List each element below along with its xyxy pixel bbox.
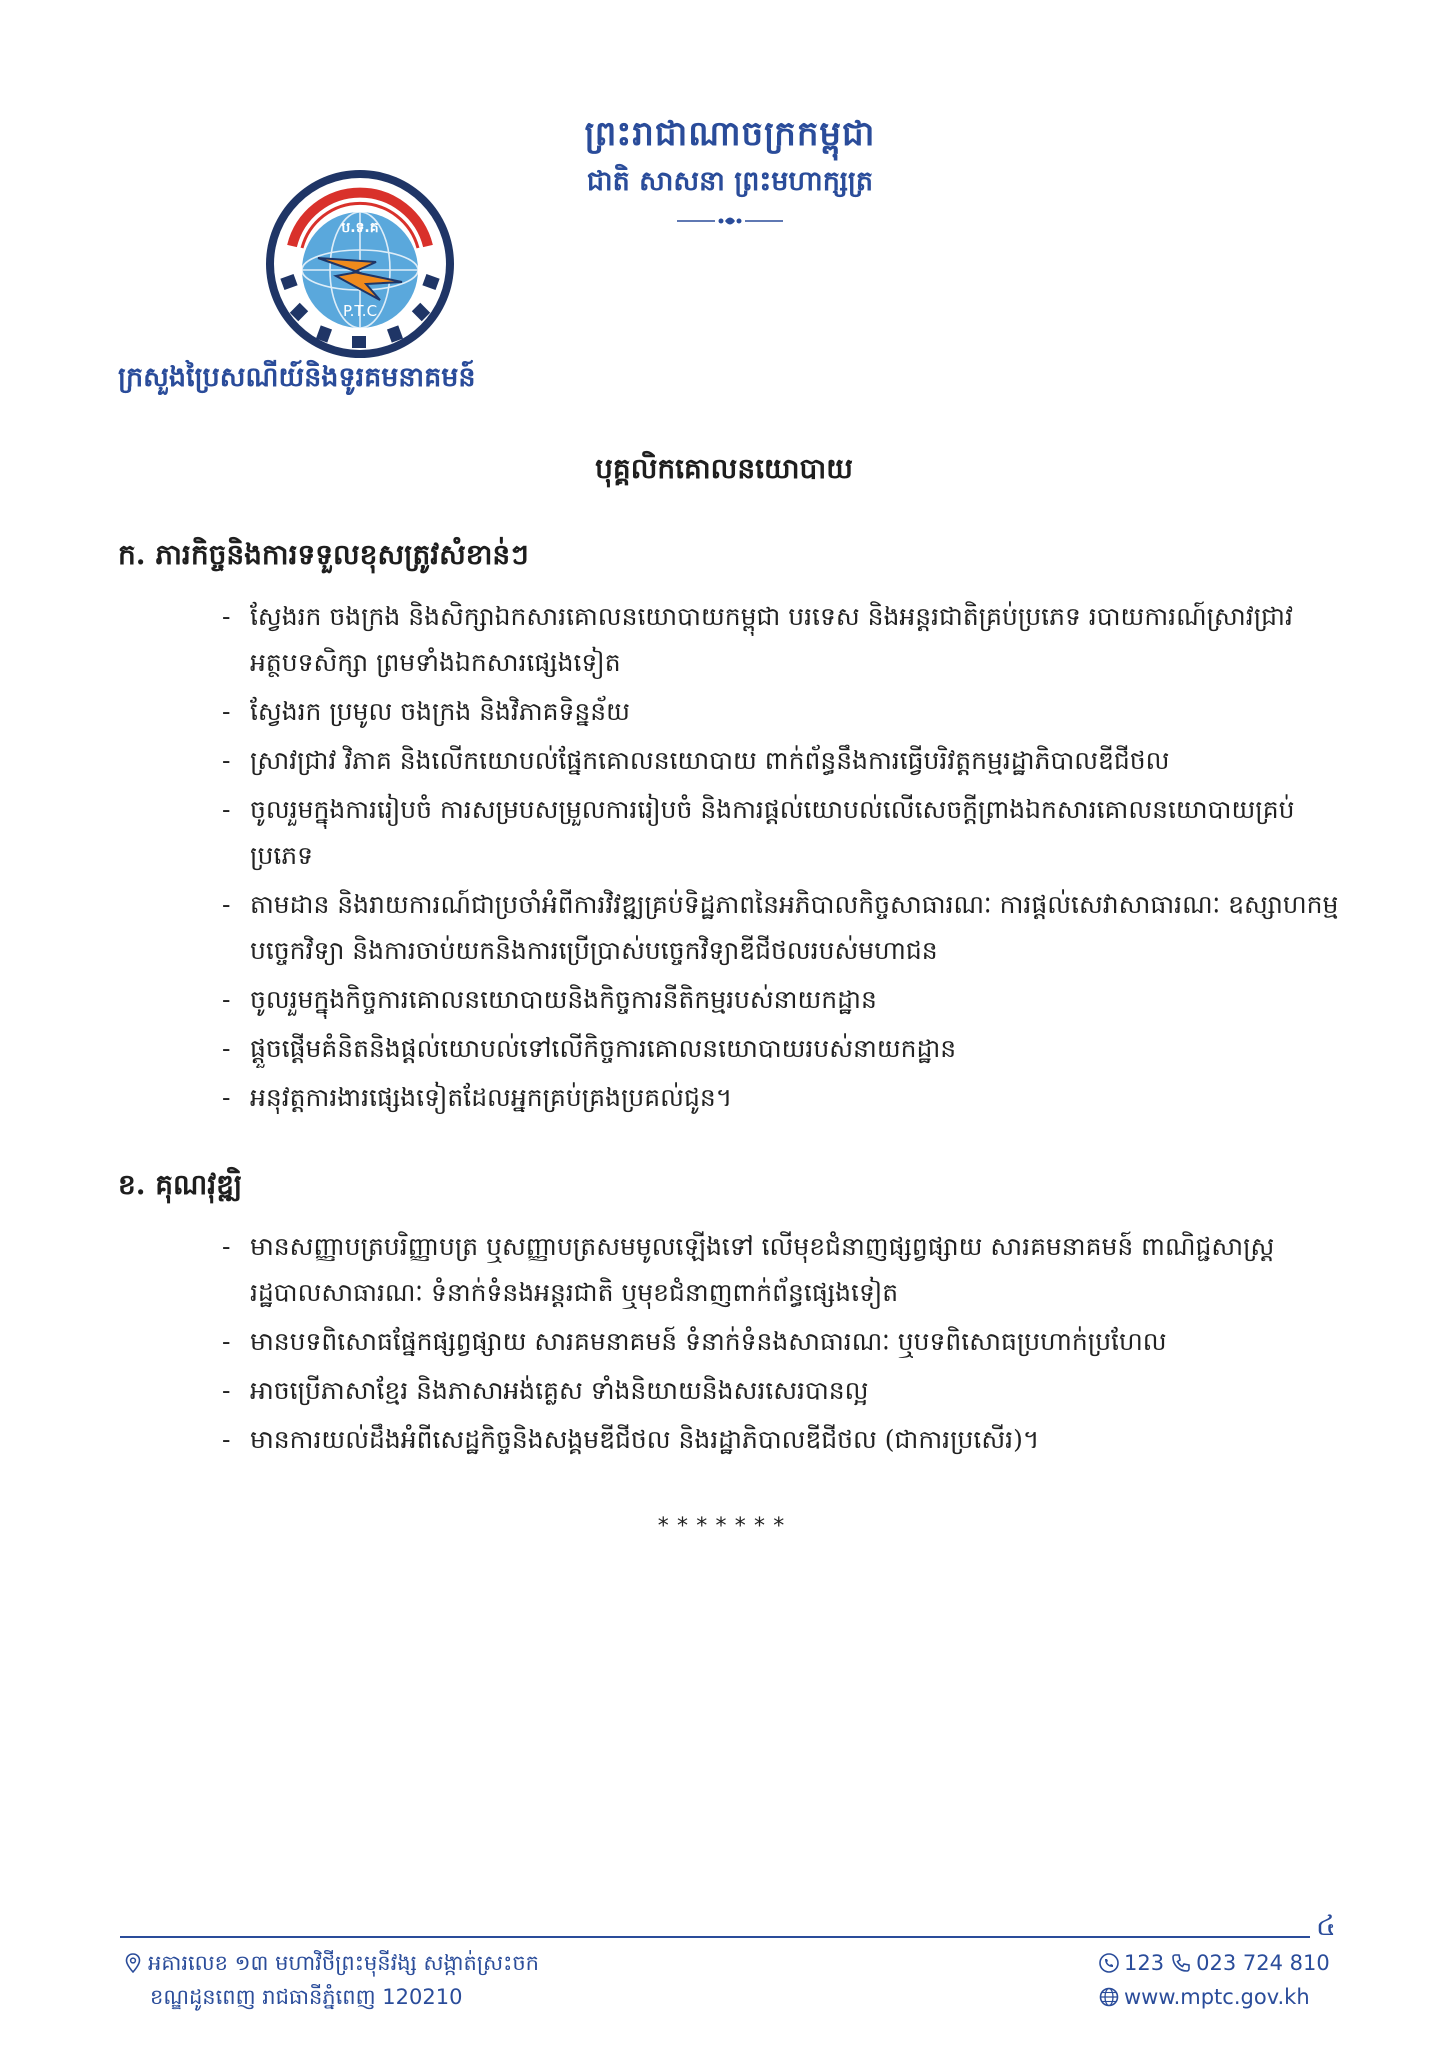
list-item-text: ស្វែងរក ចងក្រង និងសិក្សាឯកសារគោលនយោបាយកម្ពុជា បរទេស និងអន្តរជាតិគ្រប់ប្រភេទ របាយការណ៍ស្រាវជ្រាវ អត្ថបទសិក្សា ព្រមទាំងឯកសារផ្សេងទៀត: [250, 602, 1293, 677]
kingdom-motto-block: [470, 108, 990, 228]
ornament-divider-icon: [675, 214, 785, 228]
location-pin-icon: [122, 1952, 144, 1974]
section-a-list: [222, 594, 1342, 1124]
list-item-text: ផ្តួចផ្តើមគំនិតនិងផ្តល់យោបល់ទៅលើកិច្ចការគោលនយោបាយរបស់នាយកដ្ឋាន: [250, 1034, 957, 1063]
list-item: - មានការយល់ដឹងអំពីសេដ្ឋកិច្ចនិងសង្គមឌីជីថល និងរដ្ឋាភិបាលឌីជីថល (ជាការប្រសើរ)។: [222, 1425, 1040, 1454]
logo-bottom-text: P.T.C: [342, 302, 378, 320]
address-line-1: អគារលេខ ១៣ មហាវិថីព្រះមុនីវង្ស សង្កាត់ស្រះចក: [148, 1951, 540, 1975]
end-separator: *******: [656, 1514, 792, 1539]
document-title: បុគ្គលិកគោលនយោបាយ: [595, 452, 853, 485]
list-item-text: ចូលរួមក្នុងកិច្ចការគោលនយោបាយនិងកិច្ចការនីតិកម្មរបស់នាយកដ្ឋាន: [250, 985, 877, 1014]
list-item: - ស្វែងរក ចងក្រង និងសិក្សាឯកសារគោលនយោបាយកម្ពុជា បរទេស និងអន្តរជាតិគ្រប់ប្រភេទ របាយការណ៍ស្រាវជ្រាវ អត្ថបទសិក្សា ព្រមទាំងឯកសារផ្សេងទៀត: [222, 602, 1293, 677]
list-item: - មានបទពិសោធផ្នែកផ្សព្វផ្សាយ សារគមនាគមន៍ ទំនាក់ទំនងសាធារណៈ ឬបទពិសោធប្រហាក់ប្រហែល: [222, 1327, 1167, 1356]
page-number: ៤: [1316, 1909, 1336, 1942]
hotline-number[interactable]: 123: [1124, 1951, 1165, 1975]
list-item-text: ចូលរួមក្នុងការរៀបចំ ការសម្របសម្រួលការរៀបចំ និងការផ្តល់យោបល់លើសេចក្តីព្រាងឯកសារគោលនយោបាយគ្រប់ប្រភេទ: [250, 795, 1295, 870]
list-item-text: អនុវត្តការងារផ្សេងទៀតដែលអ្នកគ្រប់គ្រងប្រគល់ជូន។: [250, 1083, 733, 1112]
phone-support-icon: [1098, 1952, 1120, 1974]
phone-number[interactable]: 023 724 810: [1196, 1951, 1330, 1975]
section-b-heading: ខ. គុណវុឌ្ឍិ: [118, 1168, 243, 1201]
list-item-text: មានបទពិសោធផ្នែកផ្សព្វផ្សាយ សារគមនាគមន៍ ទំនាក់ទំនងសាធារណៈ ឬបទពិសោធប្រហាក់ប្រហែល: [250, 1327, 1167, 1356]
footer-divider: [120, 1936, 1310, 1938]
footer-address: [122, 1946, 842, 2014]
list-item: - មានសញ្ញាបត្របរិញ្ញាបត្រ ឬសញ្ញាបត្រសមមូលឡើងទៅ លើមុខជំនាញផ្សព្វផ្សាយ សារគមនាគមន៍ ពាណិជ្ជសាស្ត្រ រដ្ឋបាលសាធារណៈ ទំនាក់ទំនងអន្តរជាតិ ឬមុខជំនាញពាក់ព័ន្ធផ្សេងទៀត: [222, 1232, 1275, 1307]
kingdom-name: ព្រះរាជាណាចក្រកម្ពុជា: [584, 114, 876, 154]
footer-contact: [1098, 1946, 1358, 2014]
list-item: - ចូលរួមក្នុងការរៀបចំ ការសម្របសម្រួលការរៀបចំ និងការផ្តល់យោបល់លើសេចក្តីព្រាងឯកសារគោលនយោបាយគ្រប់ប្រភេទ: [222, 795, 1295, 870]
list-item: - តាមដាន និងរាយការណ៍ជាប្រចាំអំពីការវិវឌ្ឍគ្រប់ទិដ្ឋភាពនៃអភិបាលកិច្ចសាធារណៈ ការផ្តល់សេវាសាធារណៈ ឧស្សាហកម្មបច្ចេកវិទ្យា និងការចាប់យកនិងការប្រើប្រាស់បច្ចេកវិទ្យាឌីជីថលរបស់មហាជន: [222, 890, 1339, 965]
list-item: - ចូលរួមក្នុងកិច្ចការគោលនយោបាយនិងកិច្ចការនីតិកម្មរបស់នាយកដ្ឋាន: [222, 985, 877, 1014]
website-link[interactable]: www.mptc.gov.kh: [1124, 1985, 1310, 2009]
ministry-name: ក្រសួងប្រៃសណីយ៍និងទូរគមនាគមន៍: [118, 362, 476, 393]
list-item-text: មានសញ្ញាបត្របរិញ្ញាបត្រ ឬសញ្ញាបត្រសមមូលឡើងទៅ លើមុខជំនាញផ្សព្វផ្សាយ សារគមនាគមន៍ ពាណិជ្ជសាស្ត្រ រដ្ឋបាលសាធារណៈ ទំនាក់ទំនងអន្តរជាតិ ឬមុខជំនាញពាក់ព័ន្ធផ្សេងទៀត: [250, 1232, 1275, 1307]
list-item: - អាចប្រើភាសាខ្មែរ និងភាសាអង់គ្លេស ទាំងនិយាយនិងសរសេរបានល្អ: [222, 1376, 869, 1405]
list-item-text: ស្រាវជ្រាវ វិភាគ និងលើកយោបល់ផ្នែកគោលនយោបាយ ពាក់ព័ន្ធនឹងការធ្វើបរិវត្តកម្មរដ្ឋាភិបាលឌីជីថល: [250, 746, 1170, 775]
list-item: - ផ្តួចផ្តើមគំនិតនិងផ្តល់យោបល់ទៅលើកិច្ចការគោលនយោបាយរបស់នាយកដ្ឋាន: [222, 1034, 957, 1063]
list-item-text: មានការយល់ដឹងអំពីសេដ្ឋកិច្ចនិងសង្គមឌីជីថល និងរដ្ឋាភិបាលឌីជីថល (ជាការប្រសើរ)។: [250, 1425, 1040, 1454]
list-item: - ស្រាវជ្រាវ វិភាគ និងលើកយោបល់ផ្នែកគោលនយោបាយ ពាក់ព័ន្ធនឹងការធ្វើបរិវត្តកម្មរដ្ឋាភិបាលឌីជីថល: [222, 746, 1170, 775]
list-item: - ស្វែងរក ប្រមូល ចងក្រង និងវិភាគទិន្នន័យ: [222, 697, 630, 726]
list-item: - អនុវត្តការងារផ្សេងទៀតដែលអ្នកគ្រប់គ្រងប្រគល់ជូន។: [222, 1083, 733, 1112]
phone-icon: [1170, 1952, 1192, 1974]
list-item-text: អាចប្រើភាសាខ្មែរ និងភាសាអង់គ្លេស ទាំងនិយាយនិងសរសេរបានល្អ: [250, 1376, 869, 1405]
address-line-2: ខណ្ឌដូនពេញ រាជធានីភ្នំពេញ 120210: [150, 1985, 463, 2009]
logo-top-text: ប.ទ.គ: [341, 220, 379, 236]
section-b-list: [222, 1224, 1342, 1466]
ministry-logo: [262, 166, 458, 362]
list-item-text: ស្វែងរក ប្រមូល ចងក្រង និងវិភាគទិន្នន័យ: [250, 697, 630, 726]
list-item-text: តាមដាន និងរាយការណ៍ជាប្រចាំអំពីការវិវឌ្ឍគ្រប់ទិដ្ឋភាពនៃអភិបាលកិច្ចសាធារណៈ ការផ្តល់សេវាសាធារណៈ ឧស្សាហកម្មបច្ចេកវិទ្យា និងការចាប់យកនិងការប្រើប្រាស់បច្ចេកវិទ្យាឌីជីថលរបស់មហាជន: [250, 890, 1339, 965]
national-motto: ជាតិ សាសនា ព្រះមហាក្សត្រ: [586, 166, 874, 197]
globe-icon: [1098, 1986, 1120, 2008]
section-a-heading: ក. ភារកិច្ចនិងការទទួលខុសត្រូវសំខាន់ៗ: [118, 538, 529, 571]
